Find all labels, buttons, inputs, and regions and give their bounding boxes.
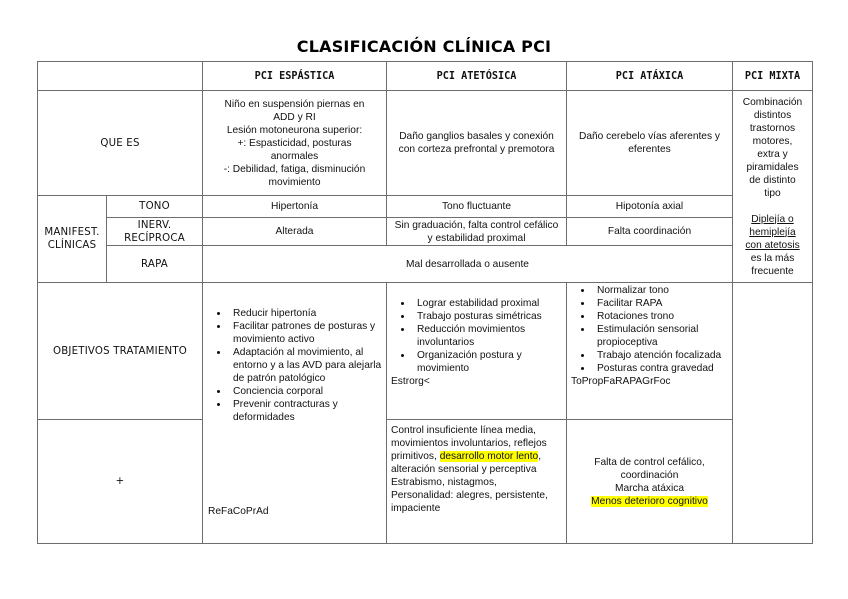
text-line: de distinto bbox=[749, 174, 796, 186]
list-item: • Organización postura y movimiento bbox=[413, 349, 562, 375]
bullet-list bbox=[391, 297, 562, 375]
header-espastica: PCI ESPÁSTICA bbox=[203, 62, 387, 91]
text-line: INERV. bbox=[137, 219, 172, 231]
text-line: anormales bbox=[270, 150, 319, 162]
mnemonic-ataxica: ToPropFaRAPAGrFoc bbox=[571, 376, 671, 387]
text-line: es la más bbox=[750, 252, 795, 264]
cell-que-es-atetosica: Daño ganglios basales y conexión con corteza prefrontal y premotora bbox=[387, 91, 567, 196]
list-item: • Reducción movimientos involuntarios bbox=[413, 323, 562, 349]
text-part: Control insuficiente línea media, movimientos involuntarios, reflejos primitivos, bbox=[391, 425, 547, 462]
row-label-inerv bbox=[107, 218, 203, 246]
text-line: frecuente bbox=[751, 265, 794, 277]
row-tono bbox=[38, 196, 813, 218]
header-atetosica: PCI ATETÓSICA bbox=[387, 62, 567, 91]
text-line: distintos bbox=[753, 109, 792, 121]
row-plus bbox=[38, 420, 813, 544]
text-line: extra y bbox=[757, 148, 788, 160]
cell-tono-ataxica: Hipotonía axial bbox=[567, 196, 733, 218]
underlined-line: con atetosis bbox=[745, 239, 800, 251]
list-item: • Trabajo atención focalizada bbox=[593, 349, 728, 362]
row-label-plus: + bbox=[38, 420, 203, 544]
spacer bbox=[735, 200, 810, 213]
bullet-list bbox=[571, 284, 728, 375]
cell-plus-ataxica bbox=[567, 420, 733, 544]
text-line: ADD y RI bbox=[273, 111, 316, 123]
highlighted-text: Menos deterioro cognitivo bbox=[591, 495, 708, 507]
header-mixta: PCI MIXTA bbox=[733, 62, 813, 91]
text-line: Estrabismo, nistagmos, bbox=[391, 477, 497, 488]
highlighted-text: desarrollo motor lento bbox=[439, 451, 539, 462]
cell-objetivos-ataxica bbox=[567, 283, 733, 420]
cell-inerv-atetosica: Sin graduación, falta control cefálico y estabilidad proximal bbox=[387, 218, 567, 246]
text-line: motores, bbox=[752, 135, 793, 147]
text-line: coordinación bbox=[620, 469, 679, 481]
text-line: Marcha atáxica bbox=[614, 482, 685, 494]
cell-tono-atetosica: Tono fluctuante bbox=[387, 196, 567, 218]
list-item: • Conciencia corporal bbox=[229, 385, 382, 398]
text-line: Personalidad: alegres, persistente, impaciente bbox=[391, 490, 548, 514]
mnemonic-espastica: ReFaCoPrAd bbox=[208, 506, 269, 517]
text-line: Combinación bbox=[742, 96, 803, 108]
list-item: • Reducir hipertonía bbox=[229, 307, 382, 320]
underlined-line: hemiplejía bbox=[749, 226, 796, 238]
list-item: • Adaptación al movimiento, al entorno y a las AVD para alejarla de patrón patológico bbox=[229, 346, 382, 385]
cell-que-es-ataxica: Daño cerebelo vías aferentes y eferentes bbox=[567, 91, 733, 196]
list-item: • Prevenir contracturas y deformidades bbox=[229, 398, 382, 424]
list-item: • Trabajo posturas simétricas bbox=[413, 310, 562, 323]
cell-plus-atetosica bbox=[387, 420, 567, 544]
text-line: +: Espasticidad, posturas bbox=[237, 137, 352, 149]
cell-tono-espastica: Hipertonía bbox=[203, 196, 387, 218]
cell-que-es-espastica bbox=[203, 91, 387, 196]
text-line: MANIFEST. bbox=[44, 227, 100, 238]
bullet-list bbox=[207, 307, 382, 424]
text-line: CLÍNICAS bbox=[47, 240, 97, 251]
list-item: • Normalizar tono bbox=[593, 284, 728, 297]
underlined-line: Diplejía o bbox=[751, 213, 794, 225]
cell-inerv-ataxica: Falta coordinación bbox=[567, 218, 733, 246]
cell-objetivos-atetosica bbox=[387, 283, 567, 420]
text-line: piramidales bbox=[746, 161, 799, 173]
page-title: CLASIFICACIÓN CLÍNICA PCI bbox=[296, 37, 552, 56]
row-inerv bbox=[38, 218, 813, 246]
cell-inerv-espastica: Alterada bbox=[203, 218, 387, 246]
header-row bbox=[38, 62, 813, 91]
mnemonic-atetosica: Estrorg< bbox=[391, 376, 430, 387]
list-item: • Facilitar RAPA bbox=[593, 297, 728, 310]
text-line: Falta de control cefálico, bbox=[594, 456, 705, 468]
text-line: RECÍPROCA bbox=[124, 232, 185, 244]
row-label-objetivos: OBJETIVOS TRATAMIENTO bbox=[38, 283, 203, 420]
cell-objetivos-espastica bbox=[203, 283, 387, 544]
header-empty-cell bbox=[38, 62, 203, 91]
text-line: -: Debilidad, fatiga, disminución bbox=[223, 163, 366, 175]
cell-mixta-empty bbox=[733, 283, 813, 544]
text-line: Lesión motoneurona superior: bbox=[226, 124, 363, 136]
list-item: • Posturas contra gravedad bbox=[593, 362, 728, 375]
classification-table bbox=[37, 61, 813, 544]
list-item: • Facilitar patrones de posturas y movimiento activo bbox=[229, 320, 382, 346]
list-item: • Lograr estabilidad proximal bbox=[413, 297, 562, 310]
cell-rapa-value: Mal desarrollada o ausente bbox=[203, 246, 733, 283]
row-label-manifest bbox=[38, 196, 107, 283]
row-objetivos bbox=[38, 283, 813, 420]
text-line: tipo bbox=[764, 187, 781, 199]
cell-mixta bbox=[733, 91, 813, 283]
text-line: Niño en suspensión piernas en bbox=[224, 98, 365, 110]
row-rapa bbox=[38, 246, 813, 283]
list-item: • Rotaciones trono bbox=[593, 310, 728, 323]
row-label-que-es: QUE ES bbox=[38, 91, 203, 196]
header-ataxica: PCI ATÁXICA bbox=[567, 62, 733, 91]
row-que-es bbox=[38, 91, 813, 196]
text-part: , alteración sensorial y perceptiva bbox=[391, 451, 542, 475]
text-line: movimiento bbox=[268, 176, 321, 188]
row-label-tono: TONO bbox=[107, 196, 203, 218]
row-label-rapa: RAPA bbox=[107, 246, 203, 283]
text-line: trastornos bbox=[749, 122, 796, 134]
list-item: • Estimulación sensorial propioceptiva bbox=[593, 323, 728, 349]
